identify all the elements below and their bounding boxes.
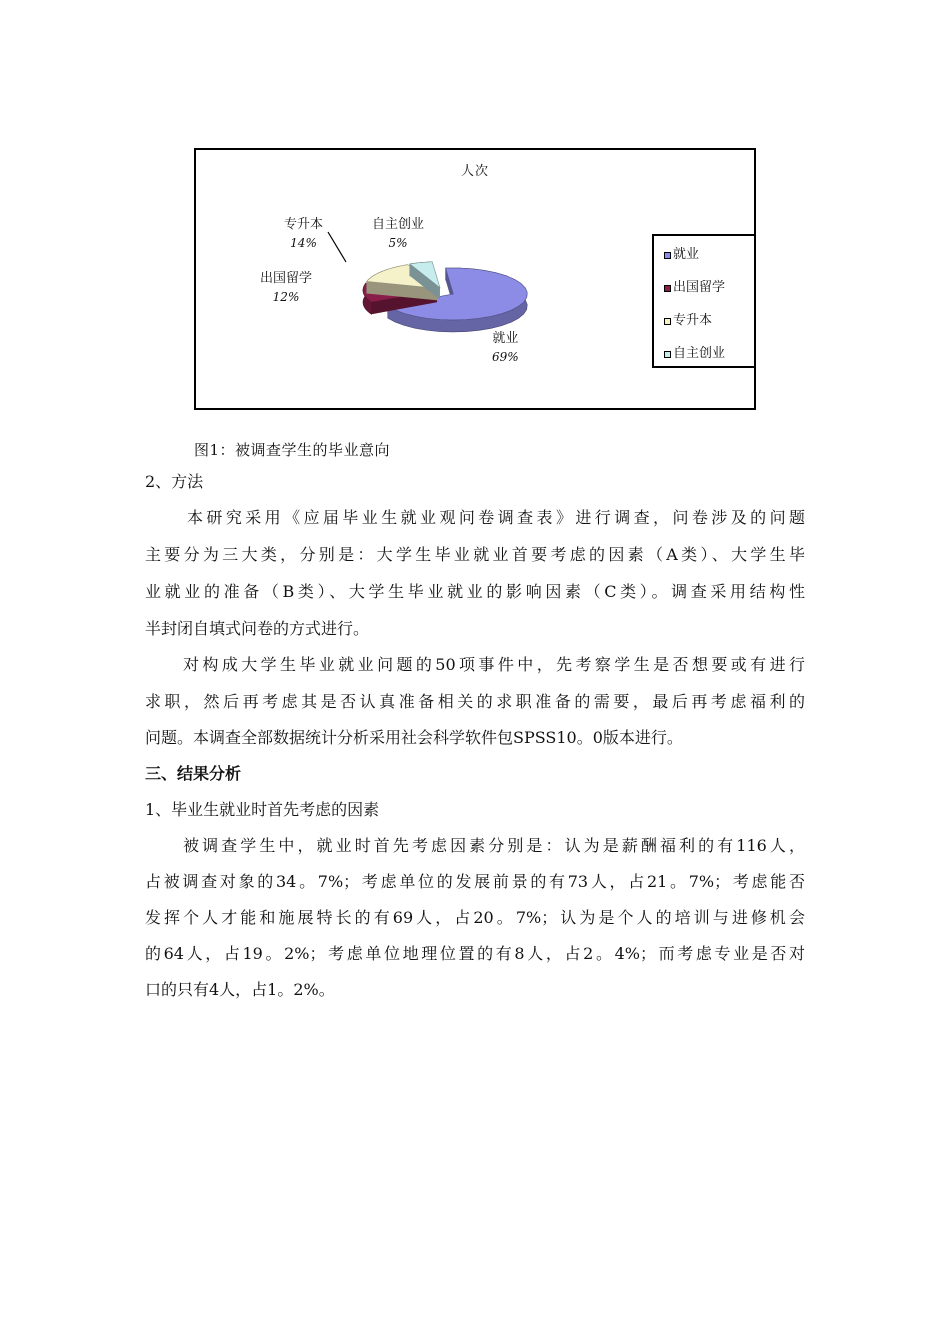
pie-chart bbox=[194, 148, 756, 410]
paragraph-line: 求职，然后再考虑其是否认真准备相关的求职准备的需要，最后再考虑福利的 bbox=[145, 692, 805, 711]
section-heading-method: 2、方法 bbox=[145, 472, 204, 491]
legend-swatch-icon bbox=[664, 351, 671, 358]
slice-label-jiuye bbox=[492, 330, 519, 366]
slice-name: 出国留学 bbox=[260, 271, 313, 286]
slice-pct: 5% bbox=[388, 236, 408, 250]
slice-name: 自主创业 bbox=[372, 217, 425, 232]
paragraph-line: 占被调查对象的34。7%；考虑单位的发展前景的有73人，占21。7%；考虑能否 bbox=[145, 872, 805, 891]
legend-label: 专升本 bbox=[673, 313, 713, 328]
slice-pct: 69% bbox=[492, 350, 519, 364]
paragraph-line: 被调查学生中，就业时首先考虑因素分别是：认为是薪酬福利的有116人， bbox=[183, 836, 805, 855]
figure-caption: 图1：被调查学生的毕业意向 bbox=[194, 441, 391, 459]
legend-swatch-icon bbox=[664, 285, 671, 292]
legend-label: 出国留学 bbox=[673, 280, 726, 295]
paragraph-line: 业就业的准备（B类）、大学生毕业就业的影响因素（C类）。调查采用结构性 bbox=[145, 582, 805, 601]
slice-label-zhuanshengben bbox=[284, 216, 323, 252]
paragraph-line: 问题。本调查全部数据统计分析采用社会科学软件包SPSS10。0版本进行。 bbox=[145, 728, 683, 747]
paragraph-line: 对构成大学生毕业就业问题的50项事件中，先考察学生是否想要或有进行 bbox=[183, 655, 805, 674]
paragraph-line: 口的只有4人，占1。2%。 bbox=[145, 980, 335, 999]
slice-pct: 12% bbox=[272, 290, 300, 304]
paragraph-line: 的64人，占19。2%；考虑单位地理位置的有8人，占2。4%；而考虑专业是否对 bbox=[145, 944, 805, 963]
legend-item-zhuanshengben bbox=[664, 312, 712, 330]
legend-item-zizhuchuangye bbox=[664, 345, 725, 363]
legend-label: 就业 bbox=[673, 247, 700, 262]
paragraph-line: 本研究采用《应届毕业生就业观问卷调查表》进行调查，问卷涉及的问题 bbox=[187, 508, 805, 527]
paragraph-line: 发挥个人才能和施展特长的有69人，占20。7%；认为是个人的培训与进修机会 bbox=[145, 908, 805, 927]
subsection-heading: 1、毕业生就业时首先考虑的因素 bbox=[145, 800, 380, 819]
legend-item-chuguoliuxue bbox=[664, 279, 725, 297]
slice-pct: 14% bbox=[290, 236, 317, 250]
slice-label-zizhuchuangye bbox=[372, 216, 424, 252]
slice-name: 就业 bbox=[492, 331, 519, 346]
chart-legend bbox=[652, 234, 756, 368]
legend-label: 自主创业 bbox=[673, 346, 726, 361]
chart-title: 人次 bbox=[460, 164, 489, 179]
leader-line bbox=[328, 232, 346, 262]
paragraph-line: 半封闭自填式问卷的方式进行。 bbox=[145, 619, 370, 638]
legend-swatch-icon bbox=[664, 252, 671, 259]
legend-swatch-icon bbox=[664, 318, 671, 325]
paragraph-line: 主要分为三大类，分别是：大学生毕业就业首要考虑的因素（A类）、大学生毕 bbox=[145, 545, 805, 564]
legend-item-jiuye bbox=[664, 246, 699, 264]
slice-name: 专升本 bbox=[284, 217, 324, 232]
slice-label-chuguoliuxue bbox=[260, 270, 312, 306]
section-heading-results: 三、结果分析 bbox=[145, 764, 242, 783]
